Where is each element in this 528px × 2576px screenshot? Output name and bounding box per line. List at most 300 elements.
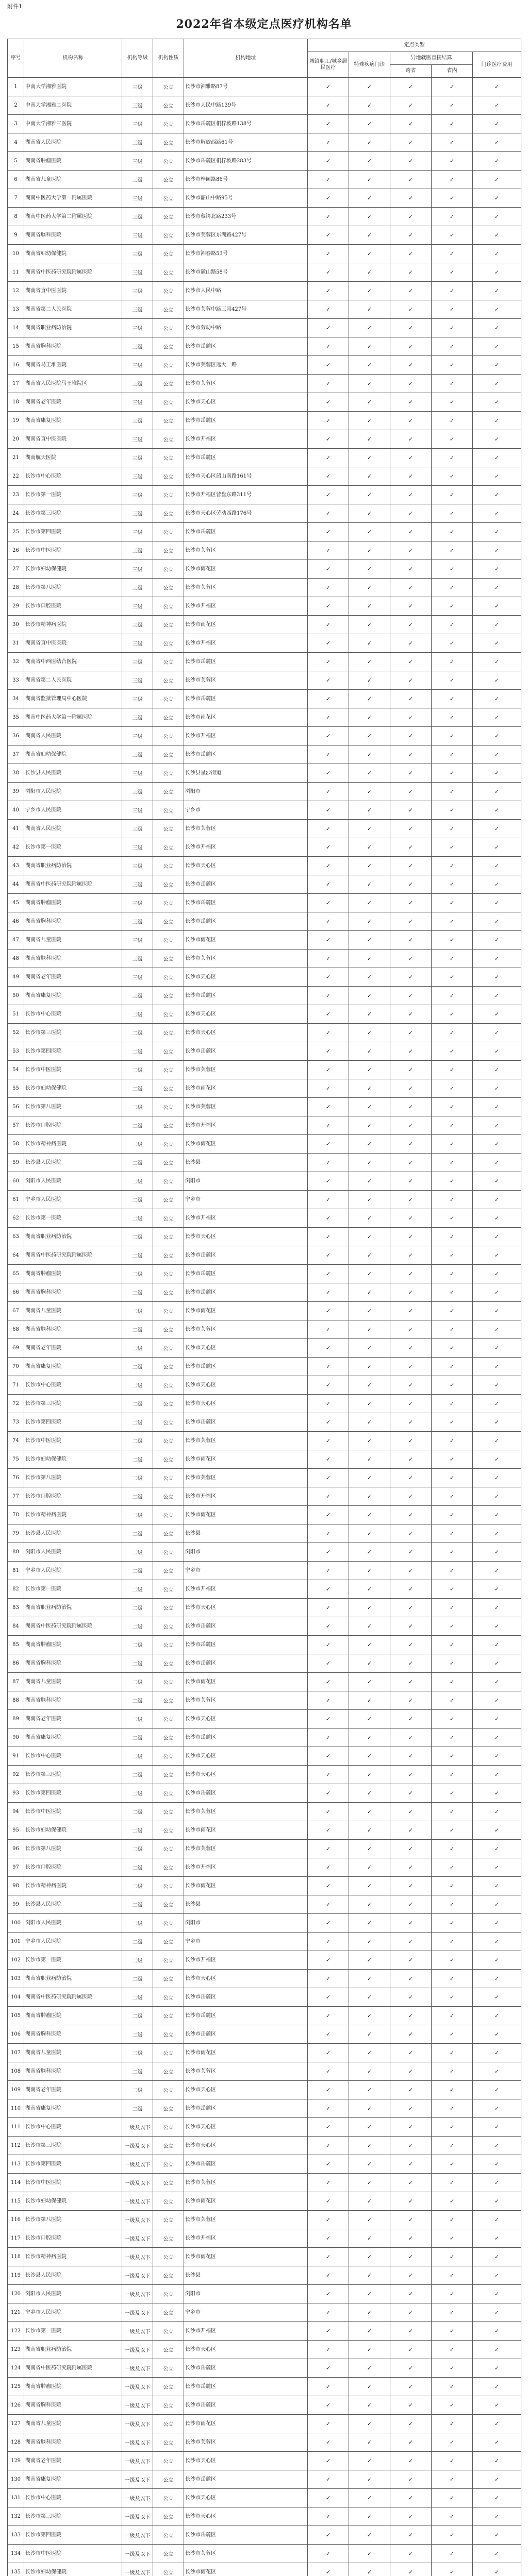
row-seq: 5 (8, 152, 24, 171)
check-mark: ✓ (349, 133, 390, 152)
check-mark: ✓ (308, 2545, 349, 2563)
row-name: 长沙市中医医院 (24, 2545, 122, 2563)
row-seq: 63 (8, 1228, 24, 1246)
check-mark: ✓ (308, 727, 349, 745)
check-mark: ✓ (432, 2452, 473, 2470)
row-name: 长沙市中心医院 (24, 1376, 122, 1395)
check-mark: ✓ (308, 1413, 349, 1432)
check-mark: ✓ (349, 1840, 390, 1858)
row-seq: 9 (8, 226, 24, 245)
check-mark: ✓ (390, 2489, 432, 2507)
row-level: 三级 (122, 467, 153, 486)
row-name: 湖南省儿童医院 (24, 2415, 122, 2433)
row-nature: 公立 (153, 1339, 184, 1358)
table-row (8, 1191, 521, 1209)
check-mark: ✓ (473, 2248, 521, 2266)
check-mark: ✓ (432, 1970, 473, 1988)
table-row (8, 1562, 521, 1580)
row-address: 长沙市雨花区 (184, 1450, 308, 1469)
table-row (8, 1432, 521, 1450)
table-row (8, 2415, 521, 2433)
check-mark: ✓ (473, 2118, 521, 2137)
check-mark: ✓ (390, 1209, 432, 1228)
row-nature: 公立 (153, 1320, 184, 1339)
check-mark: ✓ (390, 1858, 432, 1877)
row-name: 湖南省脑科医院 (24, 1320, 122, 1339)
check-mark: ✓ (349, 282, 390, 300)
check-mark: ✓ (390, 486, 432, 504)
row-name: 长沙市第八医院 (24, 2211, 122, 2229)
row-level: 二级 (122, 1320, 153, 1339)
check-mark: ✓ (432, 1469, 473, 1487)
check-mark: ✓ (390, 2507, 432, 2526)
row-address: 长沙市天心区 (184, 1747, 308, 1766)
row-name: 湖南省职业病防治院 (24, 1599, 122, 1617)
check-mark: ✓ (308, 300, 349, 319)
check-mark: ✓ (432, 356, 473, 375)
row-nature: 公立 (153, 1728, 184, 1747)
row-address: 长沙市岳麓区 (184, 1283, 308, 1302)
check-mark: ✓ (390, 1895, 432, 1914)
row-nature: 公立 (153, 727, 184, 745)
check-mark: ✓ (349, 690, 390, 708)
table-row (8, 1728, 521, 1747)
row-level: 一级及以下 (122, 2229, 153, 2248)
check-mark: ✓ (349, 96, 390, 115)
row-level: 三级 (122, 337, 153, 356)
check-mark: ✓ (349, 1636, 390, 1654)
table-row (8, 486, 521, 504)
row-seq: 116 (8, 2211, 24, 2229)
row-nature: 公立 (153, 2303, 184, 2322)
row-address: 长沙市人民中路139号 (184, 96, 308, 115)
row-address: 长沙市天心区 (184, 2081, 308, 2099)
row-seq: 52 (8, 1024, 24, 1042)
row-seq: 21 (8, 449, 24, 467)
row-nature: 公立 (153, 1469, 184, 1487)
row-nature: 公立 (153, 1061, 184, 1079)
check-mark: ✓ (390, 2211, 432, 2229)
row-level: 一级及以下 (122, 2266, 153, 2285)
row-seq: 65 (8, 1265, 24, 1283)
row-seq: 124 (8, 2359, 24, 2378)
row-seq: 51 (8, 1005, 24, 1024)
row-level: 三级 (122, 282, 153, 300)
check-mark: ✓ (308, 1617, 349, 1636)
row-seq: 120 (8, 2285, 24, 2303)
row-address: 长沙市岳麓区 (184, 1784, 308, 1803)
row-nature: 公立 (153, 2266, 184, 2285)
row-seq: 57 (8, 1116, 24, 1135)
check-mark: ✓ (349, 1803, 390, 1821)
row-name: 浏阳市人民医院 (24, 1914, 122, 1933)
row-seq: 16 (8, 356, 24, 375)
check-mark: ✓ (473, 1506, 521, 1524)
check-mark: ✓ (390, 1395, 432, 1413)
check-mark: ✓ (473, 2155, 521, 2174)
check-mark: ✓ (308, 1858, 349, 1877)
check-mark: ✓ (390, 1005, 432, 1024)
table-row (8, 2007, 521, 2025)
row-address: 长沙市开福区 (184, 1858, 308, 1877)
check-mark: ✓ (308, 1487, 349, 1506)
check-mark: ✓ (432, 1172, 473, 1191)
check-mark: ✓ (390, 2433, 432, 2452)
row-level: 三级 (122, 430, 153, 449)
check-mark: ✓ (308, 931, 349, 950)
header-chronic: 特殊疾病门诊 (349, 52, 390, 78)
check-mark: ✓ (432, 2507, 473, 2526)
check-mark: ✓ (432, 764, 473, 783)
row-nature: 公立 (153, 1283, 184, 1302)
row-nature: 公立 (153, 375, 184, 393)
check-mark: ✓ (390, 1821, 432, 1840)
check-mark: ✓ (390, 375, 432, 393)
row-nature: 公立 (153, 1766, 184, 1784)
check-mark: ✓ (349, 1061, 390, 1079)
check-mark: ✓ (390, 894, 432, 912)
row-name: 湖南省儿童医院 (24, 2044, 122, 2062)
check-mark: ✓ (473, 2359, 521, 2378)
check-mark: ✓ (349, 1580, 390, 1599)
check-mark: ✓ (308, 616, 349, 634)
row-address: 长沙市芙蓉区 (184, 1320, 308, 1339)
row-address: 长沙市岳麓区 (184, 1265, 308, 1283)
table-row (8, 987, 521, 1005)
row-seq: 128 (8, 2433, 24, 2452)
row-nature: 公立 (153, 2099, 184, 2118)
row-seq: 133 (8, 2526, 24, 2545)
check-mark: ✓ (390, 838, 432, 857)
check-mark: ✓ (432, 1283, 473, 1302)
check-mark: ✓ (473, 96, 521, 115)
row-level: 一级及以下 (122, 2211, 153, 2229)
check-mark: ✓ (432, 1135, 473, 1154)
row-name: 湖南省人民医院 (24, 727, 122, 745)
check-mark: ✓ (308, 1951, 349, 1970)
check-mark: ✓ (349, 875, 390, 894)
table-row (8, 1154, 521, 1172)
check-mark: ✓ (308, 208, 349, 226)
check-mark: ✓ (308, 375, 349, 393)
table-row (8, 467, 521, 486)
row-level: 二级 (122, 1895, 153, 1914)
check-mark: ✓ (390, 1154, 432, 1172)
row-nature: 公立 (153, 597, 184, 616)
check-mark: ✓ (390, 2396, 432, 2415)
check-mark: ✓ (473, 449, 521, 467)
check-mark: ✓ (432, 1042, 473, 1061)
row-nature: 公立 (153, 226, 184, 245)
row-name: 长沙县人民医院 (24, 1524, 122, 1543)
row-name: 湖南省胸科医院 (24, 1283, 122, 1302)
row-nature: 公立 (153, 282, 184, 300)
row-address: 宁乡市 (184, 2303, 308, 2322)
row-seq: 46 (8, 912, 24, 931)
row-level: 三级 (122, 226, 153, 245)
row-nature: 公立 (153, 931, 184, 950)
check-mark: ✓ (473, 2211, 521, 2229)
check-mark: ✓ (349, 616, 390, 634)
row-name: 宁乡市人民医院 (24, 2303, 122, 2322)
row-name: 湖南航天医院 (24, 449, 122, 467)
check-mark: ✓ (349, 857, 390, 875)
check-mark: ✓ (308, 467, 349, 486)
header-nature: 机构性质 (153, 39, 184, 78)
row-name: 长沙市第八医院 (24, 1098, 122, 1116)
check-mark: ✓ (432, 504, 473, 523)
check-mark: ✓ (390, 2415, 432, 2433)
row-level: 二级 (122, 1005, 153, 1024)
check-mark: ✓ (432, 2359, 473, 2378)
check-mark: ✓ (308, 671, 349, 690)
row-level: 二级 (122, 2062, 153, 2081)
row-nature: 公立 (153, 1487, 184, 1506)
table-row (8, 133, 521, 152)
check-mark: ✓ (349, 2192, 390, 2211)
check-mark: ✓ (390, 1691, 432, 1710)
row-name: 长沙市妇幼保健院 (24, 1079, 122, 1098)
row-name: 湖南省康复医院 (24, 1728, 122, 1747)
table-row (8, 1135, 521, 1154)
row-address: 长沙市岳麓区 (184, 2025, 308, 2044)
row-address: 长沙市岳麓区 (184, 2007, 308, 2025)
check-mark: ✓ (308, 1766, 349, 1784)
check-mark: ✓ (390, 616, 432, 634)
row-seq: 20 (8, 430, 24, 449)
row-nature: 公立 (153, 634, 184, 653)
check-mark: ✓ (473, 1339, 521, 1358)
check-mark: ✓ (349, 912, 390, 931)
row-nature: 公立 (153, 2489, 184, 2507)
check-mark: ✓ (349, 115, 390, 133)
check-mark: ✓ (308, 1914, 349, 1933)
row-address: 长沙市岳麓区 (184, 745, 308, 764)
table-row (8, 1784, 521, 1803)
row-name: 湖南省监狱管理局中心医院 (24, 690, 122, 708)
check-mark: ✓ (473, 1784, 521, 1803)
check-mark: ✓ (308, 2396, 349, 2415)
check-mark: ✓ (308, 2099, 349, 2118)
check-mark: ✓ (349, 1135, 390, 1154)
row-nature: 公立 (153, 1358, 184, 1376)
row-name: 长沙市精神病医院 (24, 1877, 122, 1895)
row-name: 湖南省肿瘤医院 (24, 1265, 122, 1283)
row-name: 长沙市第四医院 (24, 2155, 122, 2174)
table-row (8, 189, 521, 208)
check-mark: ✓ (473, 1265, 521, 1283)
table-row (8, 96, 521, 115)
check-mark: ✓ (390, 764, 432, 783)
check-mark: ✓ (308, 152, 349, 171)
check-mark: ✓ (308, 2174, 349, 2192)
check-mark: ✓ (349, 1228, 390, 1246)
check-mark: ✓ (390, 1580, 432, 1599)
row-name: 湖南省人民医院 (24, 820, 122, 838)
check-mark: ✓ (432, 745, 473, 764)
check-mark: ✓ (432, 2007, 473, 2025)
check-mark: ✓ (308, 1320, 349, 1339)
row-seq: 13 (8, 300, 24, 319)
row-address: 长沙市岳麓区 (184, 449, 308, 467)
check-mark: ✓ (390, 245, 432, 263)
check-mark: ✓ (349, 1450, 390, 1469)
check-mark: ✓ (349, 1024, 390, 1042)
row-seq: 130 (8, 2470, 24, 2489)
row-address: 长沙市天心区 (184, 393, 308, 412)
check-mark: ✓ (432, 579, 473, 597)
row-seq: 36 (8, 727, 24, 745)
check-mark: ✓ (349, 412, 390, 430)
row-address: 长沙市雨花区 (184, 2415, 308, 2433)
row-name: 湖南省第二人民医院 (24, 671, 122, 690)
row-nature: 公立 (153, 319, 184, 337)
check-mark: ✓ (432, 171, 473, 189)
check-mark: ✓ (349, 1154, 390, 1172)
header-address: 机构地址 (184, 39, 308, 78)
check-mark: ✓ (308, 2118, 349, 2137)
row-address: 长沙市岳麓区 (184, 523, 308, 541)
check-mark: ✓ (432, 467, 473, 486)
check-mark: ✓ (473, 430, 521, 449)
check-mark: ✓ (473, 857, 521, 875)
row-address: 长沙市岳麓区 (184, 1413, 308, 1432)
check-mark: ✓ (349, 820, 390, 838)
row-seq: 31 (8, 634, 24, 653)
check-mark: ✓ (473, 1005, 521, 1024)
check-mark: ✓ (390, 2229, 432, 2248)
row-name: 湖南省老年医院 (24, 968, 122, 987)
row-name: 长沙市第一医院 (24, 1209, 122, 1228)
row-address: 长沙市天心区 (184, 2118, 308, 2137)
row-level: 二级 (122, 1877, 153, 1895)
check-mark: ✓ (349, 2452, 390, 2470)
row-nature: 公立 (153, 912, 184, 931)
row-nature: 公立 (153, 1432, 184, 1450)
row-address: 长沙市岳麓区 (184, 2470, 308, 2489)
check-mark: ✓ (473, 2433, 521, 2452)
row-nature: 公立 (153, 1895, 184, 1914)
row-address: 宁乡市 (184, 801, 308, 820)
check-mark: ✓ (349, 1339, 390, 1358)
check-mark: ✓ (349, 2266, 390, 2285)
check-mark: ✓ (349, 653, 390, 671)
institution-table (7, 39, 521, 2576)
row-nature: 公立 (153, 579, 184, 597)
row-address: 宁乡市 (184, 1933, 308, 1951)
row-nature: 公立 (153, 356, 184, 375)
check-mark: ✓ (390, 523, 432, 541)
row-level: 二级 (122, 1673, 153, 1691)
check-mark: ✓ (390, 96, 432, 115)
row-seq: 119 (8, 2266, 24, 2285)
row-seq: 109 (8, 2081, 24, 2099)
check-mark: ✓ (390, 745, 432, 764)
row-name: 湖南中医药大学第一附属医院 (24, 189, 122, 208)
check-mark: ✓ (308, 1728, 349, 1747)
row-level: 一级及以下 (122, 2470, 153, 2489)
row-level: 二级 (122, 2007, 153, 2025)
check-mark: ✓ (432, 449, 473, 467)
check-mark: ✓ (473, 2266, 521, 2285)
check-mark: ✓ (390, 2285, 432, 2303)
row-address: 长沙市芙蓉区远大一路 (184, 356, 308, 375)
check-mark: ✓ (432, 1524, 473, 1543)
row-level: 一级及以下 (122, 2192, 153, 2211)
check-mark: ✓ (390, 2099, 432, 2118)
row-name: 浏阳市人民医院 (24, 783, 122, 801)
row-name: 长沙市第三医院 (24, 504, 122, 523)
check-mark: ✓ (432, 2545, 473, 2563)
row-address: 长沙市麓山路58号 (184, 263, 308, 282)
check-mark: ✓ (308, 1599, 349, 1617)
row-name: 长沙市妇幼保健院 (24, 1821, 122, 1840)
table-row (8, 2229, 521, 2248)
check-mark: ✓ (308, 171, 349, 189)
row-address: 长沙市芙蓉区 (184, 1691, 308, 1710)
check-mark: ✓ (349, 2563, 390, 2576)
row-address: 长沙县 (184, 1154, 308, 1172)
check-mark: ✓ (349, 300, 390, 319)
row-address: 长沙县 (184, 1524, 308, 1543)
row-address: 长沙市芙蓉区 (184, 579, 308, 597)
row-address: 长沙市岳麓区 (184, 894, 308, 912)
row-nature: 公立 (153, 616, 184, 634)
row-level: 一级及以下 (122, 2415, 153, 2433)
row-nature: 公立 (153, 208, 184, 226)
row-seq: 104 (8, 1988, 24, 2007)
row-nature: 公立 (153, 2470, 184, 2489)
row-name: 湖南省妇幼保健院 (24, 745, 122, 764)
check-mark: ✓ (432, 1821, 473, 1840)
row-seq: 43 (8, 857, 24, 875)
row-name: 长沙市中医医院 (24, 1803, 122, 1821)
row-nature: 公立 (153, 1135, 184, 1154)
row-level: 三级 (122, 375, 153, 393)
check-mark: ✓ (349, 1302, 390, 1320)
row-address: 长沙市岳麓区 (184, 2359, 308, 2378)
check-mark: ✓ (473, 1599, 521, 1617)
table-row (8, 1209, 521, 1228)
row-name: 长沙市第一医院 (24, 838, 122, 857)
check-mark: ✓ (432, 1858, 473, 1877)
check-mark: ✓ (308, 597, 349, 616)
row-nature: 公立 (153, 467, 184, 486)
row-name: 长沙县人民医院 (24, 764, 122, 783)
row-name: 长沙市中医医院 (24, 541, 122, 560)
check-mark: ✓ (432, 1154, 473, 1172)
check-mark: ✓ (390, 820, 432, 838)
check-mark: ✓ (308, 2248, 349, 2266)
row-level: 二级 (122, 1450, 153, 1469)
check-mark: ✓ (349, 1487, 390, 1506)
check-mark: ✓ (390, 671, 432, 690)
page-title: 2022年省本级定点医疗机构名单 (176, 18, 352, 31)
check-mark: ✓ (473, 467, 521, 486)
row-name: 湖南省妇幼保健院 (24, 245, 122, 263)
table-row (8, 1970, 521, 1988)
row-nature: 公立 (153, 1858, 184, 1877)
check-mark: ✓ (308, 226, 349, 245)
check-mark: ✓ (473, 912, 521, 931)
row-nature: 公立 (153, 430, 184, 449)
row-seq: 95 (8, 1821, 24, 1840)
row-seq: 121 (8, 2303, 24, 2322)
row-seq: 3 (8, 115, 24, 133)
check-mark: ✓ (473, 1079, 521, 1098)
table-row (8, 1283, 521, 1302)
check-mark: ✓ (432, 1320, 473, 1339)
